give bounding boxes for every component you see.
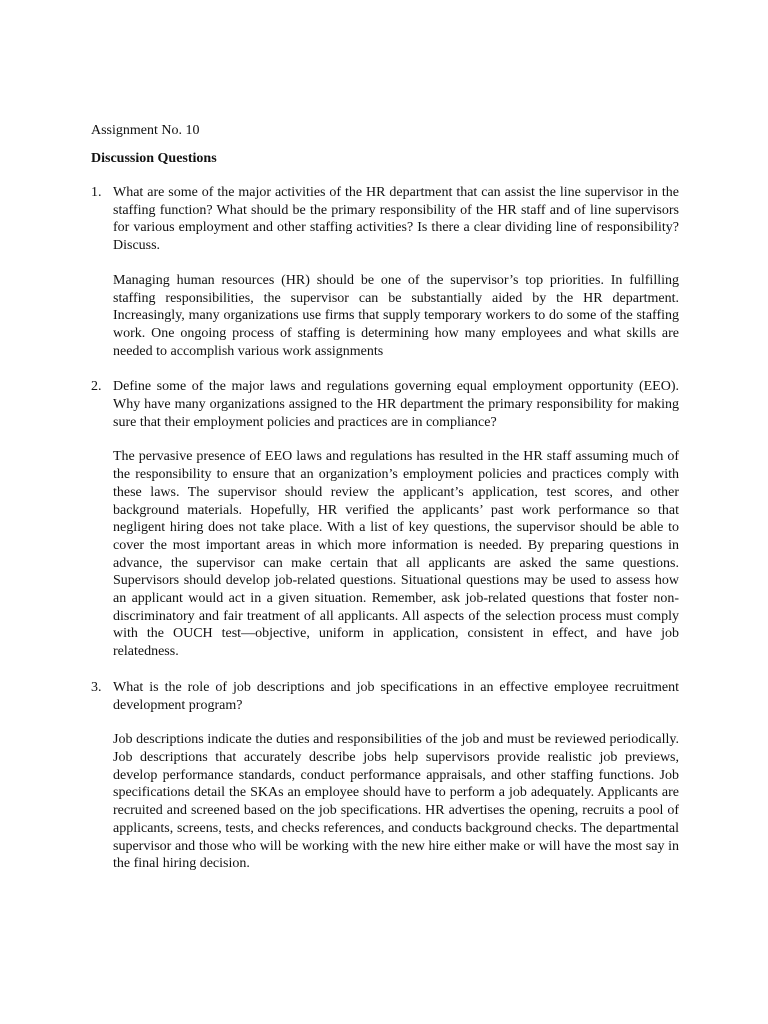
question-text: What is the role of job descriptions and job specifications in an effective employee recruitment development program? [113,679,679,713]
question-number: 1. [91,185,102,200]
section-heading: Discussion Questions [91,151,217,166]
document-content [91,122,679,891]
question-item [91,184,679,360]
answer-text: Managing human resources (HR) should be one of the supervisor’s top priorities. In fulfilling staffing responsibilities, the supervisor can be substantially aided by the HR department. Increasingly, many organizations use firms that supply temporary workers to do some of the staffing work. One ongoing process of staffing is determining how many employees and what skills are needed to accomplish various work assignments [113,272,679,359]
answer-text: The pervasive presence of EEO laws and regulations has resulted in the HR staff assuming much of the responsibility to ensure that an organization’s employment policies and practices comply with these laws. The supervisor should review the applicant’s application, test scores, and other background materials. Hopefully, HR verified the applicants’ past work performance so that negligent hiring does not take place. With a list of key questions, the supervisor should be able to cover the most important areas in which more information is needed. By preparing questions in advance, the supervisor can make certain that all applicants are asked the same questions. Supervisors should develop job-related questions. Situational questions may be used to assess how an applicant would act in a given situation. Remember, ask job-related questions that foster non-discriminatory and fair treatment of all applicants. All aspects of the selection process must comply with the OUCH test—objective, uniform in application, consistent in effect, and have job relatedness. [113,449,679,660]
question-text: Define some of the major laws and regulations governing equal employment opportunity (EEO). Why have many organizations assigned to the HR department the primary responsibility for making sure that their employment policies and practices are in compliance? [113,379,679,430]
question-number: 3. [91,679,102,695]
question-text: What are some of the major activities of the HR department that can assist the line supervisor in the staffing function? What should be the primary responsibility of the HR staff and of line supervisors for various employment and other staffing activities? Is there a clear dividing line of responsibility? Discuss. [113,185,679,254]
assignment-title: Assignment No. 10 [91,123,200,138]
question-list [91,184,679,873]
question-item [91,679,679,873]
question-number: 2. [91,379,102,395]
question-item [91,378,679,661]
answer-text: Job descriptions indicate the duties and responsibilities of the job and must be reviewed periodically. Job descriptions that accurately describe jobs help supervisors provide realistic job previews, develop performance standards, conduct performance appraisals, and other staffing functions. Job specifications detail the SKAs an employee should have to perform a job adequately. Applicants are recruited and screened based on the job specifications. HR advertises the opening, recruits a pool of applicants, screens, tests, and checks references, and conducts background checks. The departmental supervisor and those who will be working with the new hire either make or will have the most say in the final hiring decision. [113,732,679,872]
